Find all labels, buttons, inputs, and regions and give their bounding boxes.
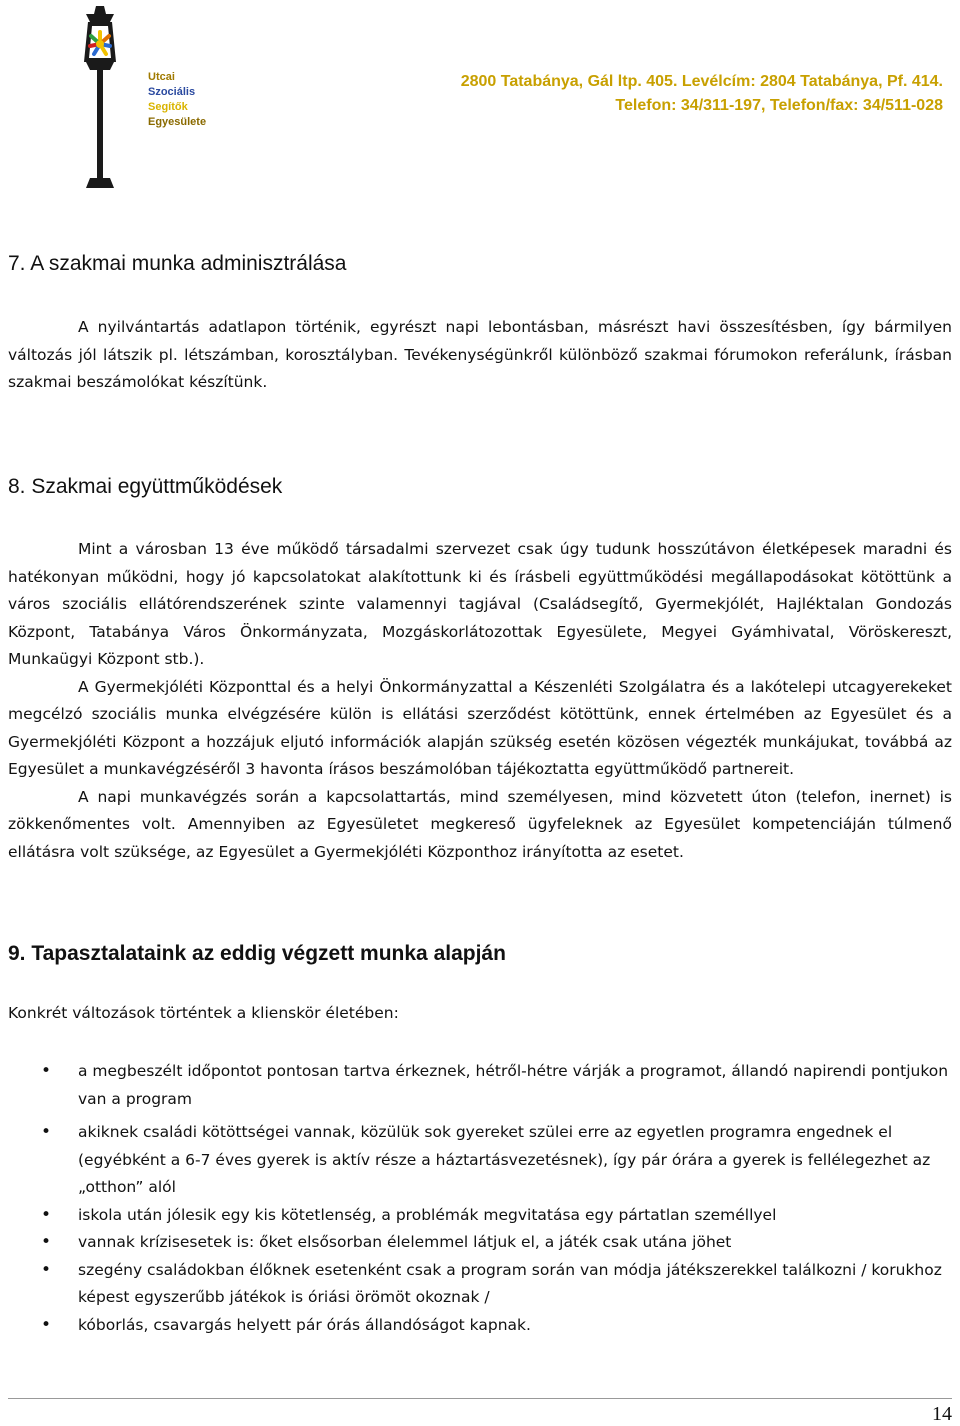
section-8-body [8,536,952,866]
org-line-3: Segítők [148,101,188,113]
street-lamp-logo-icon [60,0,140,190]
section-8-title: 8. Szakmai együttműködések [8,475,283,498]
bullet-icon: • [41,1232,52,1252]
org-line-1: Utcai [148,71,175,83]
address-line-2: Telefon: 34/311-197, Telefon/fax: 34/511-028 [615,97,943,114]
section-9-title: 9. Tapasztalataink az eddig végzett munka alapján [8,942,506,965]
section-8-paragraph-2: A Gyermekjóléti Központtal és a helyi Önkormányzattal a Készenléti Szolgálatra és a lakótelepi utcagyerekeket megcélzó szociális munka elvégzésére külön is ellátási szerződést kötöttünk, ennek értelmében az Egyesület és a Gyermekjóléti Központ a hozzájuk eljutó információk alapján szükség esetén közösen végezték munkájukat, továbbá az Egyesület a munkavégzéséről 3 havonta írásos beszámolóban tájékoztatta együttműködő partnereit. [8,677,952,778]
list-item: • iskola után jólesik egy kis kötetlenség, a problémák megvitatása egy pártatlan személlyel [8,1202,952,1230]
section-7-body [8,314,952,397]
list-item: • kóborlás, csavargás helyett pár órás állandóságot kapnak. [8,1312,952,1340]
letterhead [0,0,960,200]
experience-list [8,1058,952,1339]
org-line-4: Egyesülete [148,116,207,128]
list-item: • vannak krízisesetek is: őket elsősorban élelemmel látjuk el, a játék csak utána jöhet [8,1229,952,1257]
footer-divider [8,1398,952,1399]
page-number: 14 [932,1403,952,1425]
bullet-icon: • [41,1061,52,1081]
section-8-paragraph-3: A napi munkavégzés során a kapcsolattartás, mind személyesen, mind közvetett úton (telefon, inernet) is zökkenőmentes volt. Amennyiben az Egyesületet megkereső ügyfeleknek az Egyesület kompetenciáján túlmenő ellátásra volt szüksége, az Egyesület a Gyermekjóléti Központhoz irányította az esetet. [8,787,952,861]
section-7-title: 7. A szakmai munka adminisztrálása [8,252,347,275]
section-9-intro: Konkrét változások történtek a klienskör életében: [8,1004,399,1022]
org-line-2: Szociális [148,86,196,98]
bullet-icon: • [41,1204,52,1225]
contact-address [461,70,943,118]
address-line-1: 2800 Tatabánya, Gál ltp. 405. Levélcím: 2804 Tatabánya, Pf. 414. [460,73,943,90]
bullet-icon: • [41,1259,52,1280]
bullet-icon: • [41,1122,52,1142]
organization-name [148,70,206,130]
list-item: • a megbeszélt időpontot pontosan tartva érkeznek, hétről-hétre várják a programot, állandó napirendi pontjukon van a program [8,1058,952,1113]
section-8-paragraph-1: Mint a városban 13 éve működő társadalmi szervezet csak úgy tudunk hosszútávon életképesek maradni és hatékonyan működni, hogy jó kapcsolatokat alakítottunk ki és írásbeli együttműködési megállapodásokat kötöttünk a város szociális ellátórendszerének szinte valamennyi tagjával (Családsegítő, Gyermekjólét, Hajléktalan Gondozás Központ, Tatabánya Város Önkormányzata, Mozgáskorlátozottak Egyesülete, Megyei Gyámhivatal, Vöröskereszt, Munkaügyi Központ stb.). [8,540,952,668]
list-item: • szegény családokban élőknek esetenként csak a program során van módja játékszerekkel találkozni / korukhoz képest egyszerűbb játékok is óriási örömöt okoznak / [8,1257,952,1312]
section-7-paragraph: A nyilvántartás adatlapon történik, egyrészt napi lebontásban, másrészt havi összesítésben, így bármilyen változás jól látszik pl. létszámban, korosztályban. Tevékenységünkről különböző szakmai fórumokon referálunk, írásban szakmai beszámolókat készítünk. [8,318,952,391]
list-item: • akiknek családi kötöttségei vannak, közülük sok gyereket szülei erre az egyetlen programra engednek el (egyébként a 6-7 éves gyerek is aktív része a háztartásvezetésnek), így pár órára a gyerek is fellélegezhet az „otthon” alól [8,1119,952,1202]
bullet-icon: • [41,1314,52,1335]
